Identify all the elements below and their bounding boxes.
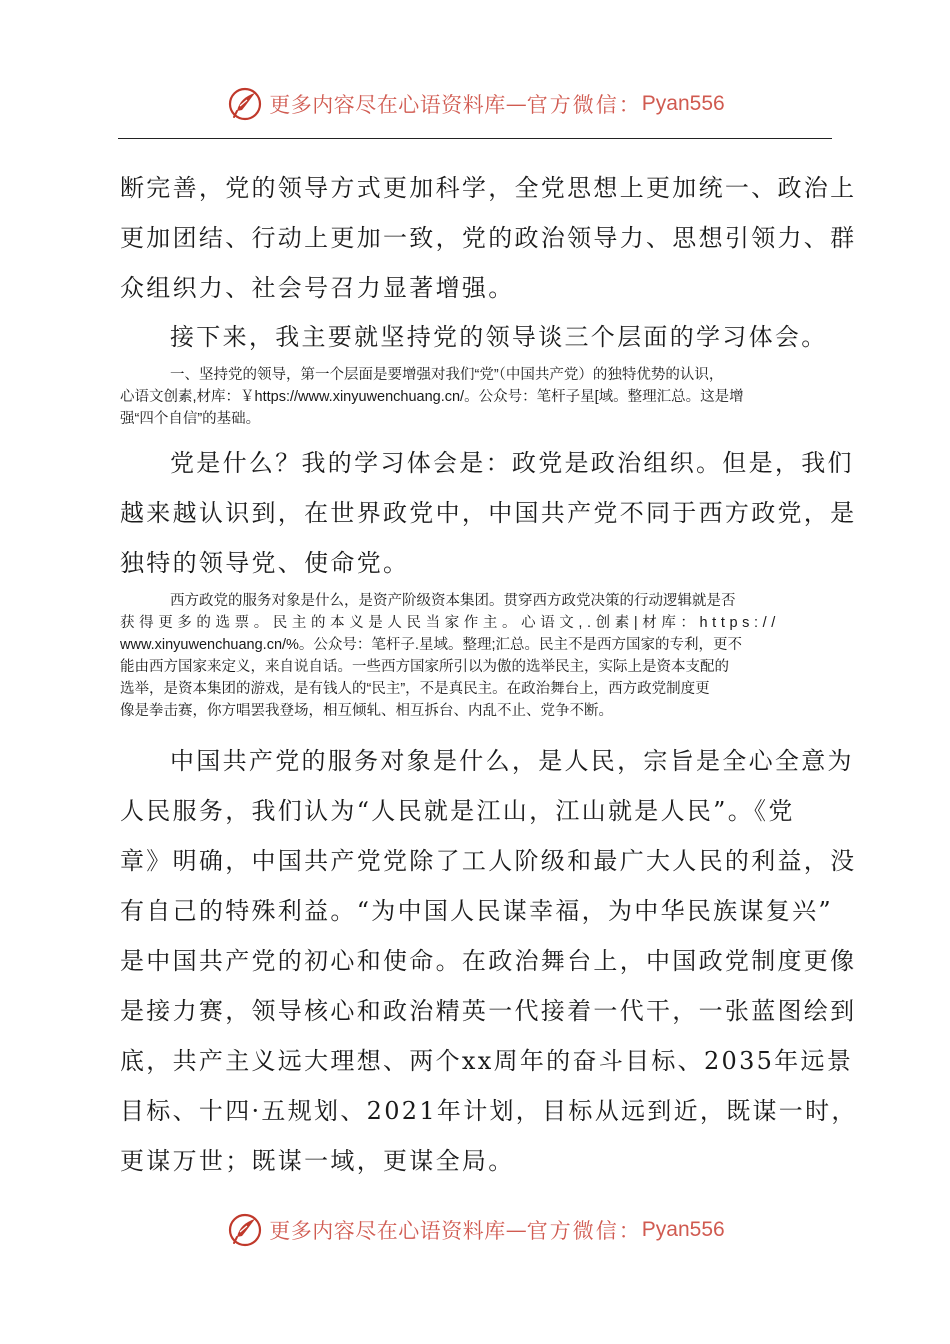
banner-text: 更多内容尽在心语资料库: [269, 1219, 506, 1243]
paragraph-line: 独特的领导党、使命党。: [120, 549, 410, 577]
paragraph-line: 是接力赛，领导核心和政治精英一代接着一代干，一张蓝图绘到: [120, 997, 857, 1025]
banner-wechat-label: 官方微信：: [526, 1219, 642, 1243]
note-2: [120, 590, 832, 722]
note-line: www.xinyuwenchuang.cn/%。公众号：笔杆子.星域。整理;汇总。民主不是西方国家的专利，更不: [120, 637, 742, 653]
paragraph-line: 众组织力、社会号召力显著增强。: [120, 274, 515, 302]
paragraph-4: [120, 736, 858, 1186]
note-line: 获得更多的选票。民主的本义是人民当家作主。心语文,.创素|材库：https://: [120, 615, 780, 631]
pen-logo-icon: [225, 84, 265, 124]
note-line: 强“四个自信”的基础。: [120, 411, 261, 427]
banner-wechat-id: Pyan556: [641, 1218, 725, 1241]
header-banner: [0, 84, 950, 124]
paragraph-line: 党是什么？我的学习体会是：政党是政治组织。但是，我们: [170, 449, 854, 477]
note-1: [120, 364, 832, 430]
banner-separator: —: [505, 1218, 527, 1242]
paragraph-line: 底，共产主义远大理想、两个xx周年的奋斗目标、2035年远景: [120, 1047, 854, 1075]
paragraph-line: 是中国共产党的初心和使命。在政治舞台上，中国政党制度更像: [120, 947, 857, 975]
paragraph-line: 有自己的特殊利益。“为中国人民谋幸福，为中华民族谋复兴”: [120, 897, 833, 925]
note-line: 像是拳击赛，你方唱罢我登场，相互倾轧、相互拆台、内乱不止、党争不断。: [120, 703, 613, 719]
note-line: 能由西方国家来定义，来自说自话。一些西方国家所引以为傲的选举民主，实际上是资本支配的: [120, 659, 729, 675]
paragraph-line: 更加团结、行动上更加一致，党的政治领导力、思想引领力、群: [120, 224, 857, 252]
banner-separator: —: [505, 92, 527, 116]
note-line: 西方政党的服务对象是什么，是资产阶级资本集团。贯穿西方政党决策的行动逻辑就是否: [170, 593, 736, 609]
paragraph-line: 接下来，我主要就坚持党的领导谈三个层面的学习体会。: [170, 323, 828, 351]
paragraph-line: 章》明确，中国共产党党除了工人阶级和最广大人民的利益，没: [120, 847, 857, 875]
pen-logo-icon: [225, 1210, 265, 1250]
paragraph-2: [120, 312, 832, 362]
note-line: 心语文创素,材库：￥https://www.xinyuwenchuang.cn/。公众号：笔杆子星[域。整理汇总。这是增: [120, 389, 744, 405]
paragraph-line: 更谋万世；既谋一域，更谋全局。: [120, 1147, 515, 1175]
banner-text: 更多内容尽在心语资料库: [269, 93, 506, 117]
footer-banner: [0, 1210, 950, 1250]
paragraph-line: 目标、十四·五规划、2021年计划，目标从远到近，既谋一时，: [120, 1097, 858, 1125]
paragraph-line: 越来越认识到，在世界政党中，中国共产党不同于西方政党，是: [120, 499, 857, 527]
note-line: 选举，是资本集团的游戏，是有钱人的“民主”，不是真民主。在政治舞台上，西方政党制度更: [120, 681, 710, 697]
paragraph-line: 中国共产党的服务对象是什么，是人民，宗旨是全心全意为: [170, 747, 854, 775]
paragraph-line: 人民服务，我们认为“人民就是江山，江山就是人民”。《党: [120, 797, 795, 825]
paragraph-1: [120, 163, 857, 313]
note-line: 一、坚持党的领导，第一个层面是要增强对我们“党”（中国共产党）的独特优势的认识，: [170, 367, 724, 383]
paragraph-3: [120, 438, 857, 588]
banner-wechat-id: Pyan556: [641, 92, 725, 115]
banner-wechat-label: 官方微信：: [526, 93, 642, 117]
header-rule: [118, 138, 832, 139]
paragraph-line: 断完善，党的领导方式更加科学，全党思想上更加统一、政治上: [120, 174, 857, 202]
